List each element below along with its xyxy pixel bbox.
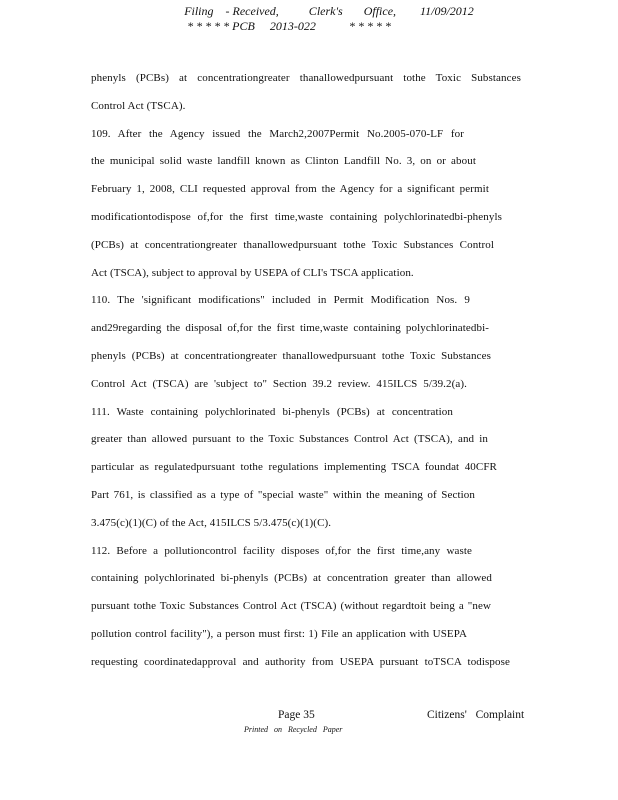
text-line: Part 761, is classified as a type of "special waste" within the meaning of Section: [91, 488, 475, 501]
header-filing-line: Filing - Received, Clerk's Office, 11/09/2012: [184, 4, 474, 18]
text-line: requesting coordinatedapproval and authority from USEPA pursuant toTSCA todispose: [91, 655, 510, 668]
text-line: Act (TSCA), subject to approval by USEPA of CLI's TSCA application.: [91, 266, 414, 279]
text-line: the municipal solid waste landfill known as Clinton Landfill No. 3, on or about: [91, 155, 476, 168]
text-line: pollution control facility"), a person must first: 1) File an application with USEPA: [91, 627, 467, 640]
text-line: Control Act (TSCA) are 'subject to" Section 39.2 review. 415ILCS 5/39.2(a).: [91, 377, 467, 390]
text-line: pursuant tothe Toxic Substances Control Act (TSCA) (without regardtoit being a "new: [91, 600, 491, 613]
text-line: phenyls (PCBs) at concentrationgreater thanallowedpursuant tothe Toxic Substances: [91, 72, 521, 84]
document-title-footer: Citizens' Complaint: [427, 709, 525, 721]
text-line: 109. After the Agency issued the March2,2007Permit No.2005-070-LF for: [91, 127, 464, 140]
text-line: 111. Waste containing polychlorinated bi-phenyls (PCBs) at concentration: [91, 405, 453, 418]
text-line: modificationtodispose of,for the first time,waste containing polychlorinatedbi-phenyls: [91, 210, 502, 223]
document-body: [91, 70, 521, 682]
text-line: phenyls (PCBs) at concentrationgreater thanallowedpursuant tothe Toxic Substances: [91, 349, 491, 362]
text-line: (PCBs) at concentrationgreater thanallowedpursuant tothe Toxic Substances Control: [91, 238, 494, 251]
text-line: 110. The 'significant modifications" included in Permit Modification Nos. 9: [91, 294, 470, 307]
text-line: Control Act (TSCA).: [91, 99, 186, 112]
text-line: 3.475(c)(1)(C) of the Act, 415ILCS 5/3.475(c)(1)(C).: [91, 516, 332, 529]
text-line: greater than allowed pursuant to the Toxic Substances Control Act (TSCA), and in: [91, 433, 488, 446]
page-number: Page 35: [278, 709, 315, 721]
text-line: 112. Before a pollutioncontrol facility disposes of,for the first time,any waste: [91, 544, 472, 557]
header-case-line: * * * * * PCB 2013-022 * * * * *: [187, 19, 391, 33]
text-line: containing polychlorinated bi-phenyls (PCBs) at concentration greater than allowed: [91, 572, 492, 585]
text-line: particular as regulatedpursuant tothe regulations implementing TSCA foundat 40CFR: [91, 461, 497, 474]
text-line: and29regarding the disposal of,for the first time,waste containing polychlorinatedbi-: [91, 322, 489, 335]
recycled-paper-note: Printed on Recycled Paper: [244, 725, 343, 734]
text-line: February 1, 2008, CLI requested approval from the Agency for a significant permit: [91, 183, 489, 196]
